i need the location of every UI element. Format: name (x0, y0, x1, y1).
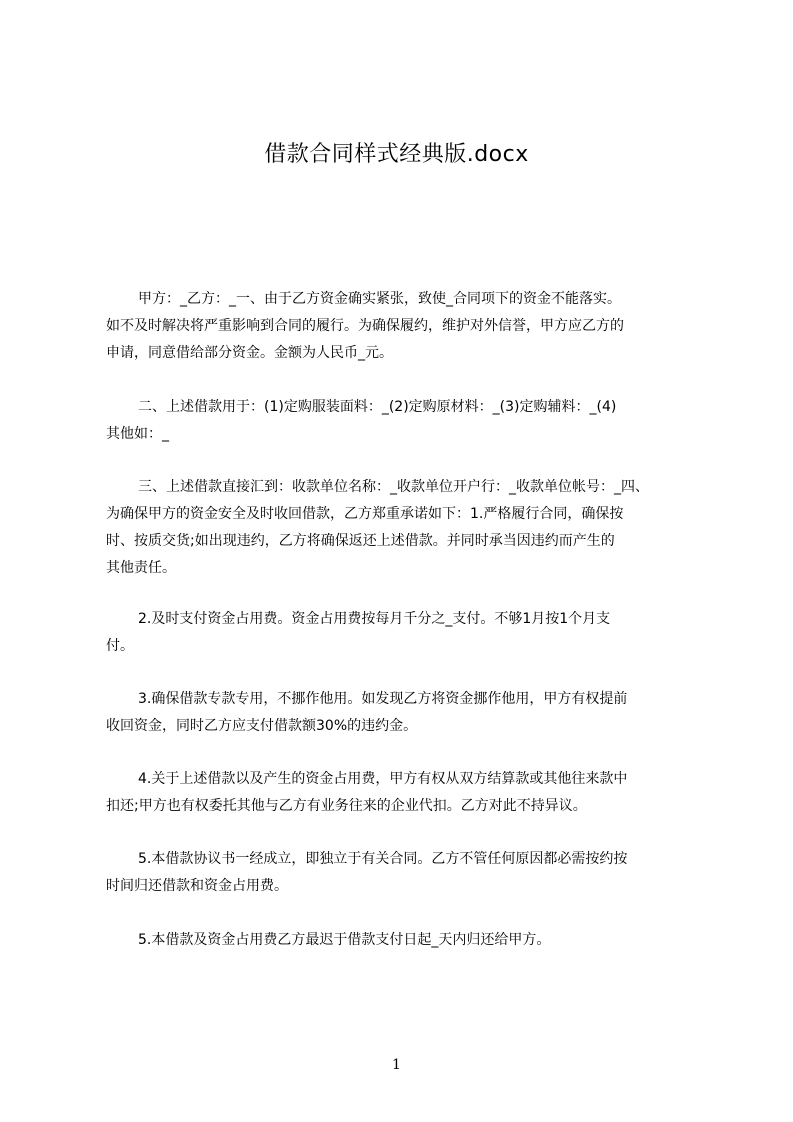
paragraph-line: 5.本借款协议书一经成立，即独立于有关合同。乙方不管任何原因都必需按约按 (138, 851, 628, 867)
paragraph-parties (106, 286, 706, 367)
paragraph-line: 收回资金，同时乙方应支付借款额30%的违约金。 (106, 718, 418, 734)
paragraph-line: 其他如：_ (106, 426, 169, 442)
paragraph-line: 扣还;甲方也有权委托其他与乙方有业务往来的企业代扣。乙方对此不持异议。 (106, 798, 587, 814)
paragraph-line: 其他责任。 (106, 560, 176, 576)
page-number: 1 (392, 1057, 401, 1073)
paragraph-repayment-deadline (106, 927, 706, 954)
paragraph-line: 时间归还借款和资金占用费。 (106, 878, 288, 894)
document-title: 借款合同样式经典版.docx (264, 142, 529, 167)
paragraph-line: 付。 (106, 638, 134, 654)
paragraph-line: 三、上述借款直接汇到：收款单位名称：_收款单位开户行：_收款单位帐号：_四、 (138, 479, 649, 495)
paragraph-deduction (106, 766, 706, 820)
paragraph-line: 申请，同意借给部分资金。金额为人民币_元。 (106, 345, 393, 361)
paragraph-line: 时、按质交货;如出现违约，乙方将确保返还上述借款。并同时承当因违约而产生的 (106, 533, 615, 549)
paragraph-remittance (106, 474, 706, 582)
paragraph-line: 如不及时解决将严重影响到合同的履行。为确保履约，维护对外信誉，甲方应乙方的 (106, 318, 624, 334)
paragraph-loan-use (106, 394, 706, 448)
paragraph-dedicated-use (106, 686, 706, 740)
paragraph-line: 为确保甲方的资金安全及时收回借款，乙方郑重承诺如下：1.严格履行合同，确保按 (106, 506, 624, 522)
paragraph-line: 5.本借款及资金占用费乙方最迟于借款支付日起_天内归还给甲方。 (138, 932, 551, 948)
paragraph-independence (106, 846, 706, 900)
paragraph-line: 甲方：_乙方：_一、由于乙方资金确实紧张，致使_合同项下的资金不能落实。 (138, 291, 621, 307)
paragraph-line: 4.关于上述借款以及产生的资金占用费，甲方有权从双方结算款或其他往来款中 (138, 771, 628, 787)
paragraph-fee-payment (106, 606, 706, 660)
paragraph-line: 二、上述借款用于：(1)定购服装面料：_(2)定购原材料：_(3)定购辅料：_(4) (138, 399, 617, 415)
paragraph-line: 2.及时支付资金占用费。资金占用费按每月千分之_支付。不够1月按1个月支 (138, 611, 611, 627)
paragraph-line: 3.确保借款专款专用，不挪作他用。如发现乙方将资金挪作他用，甲方有权提前 (138, 691, 628, 707)
